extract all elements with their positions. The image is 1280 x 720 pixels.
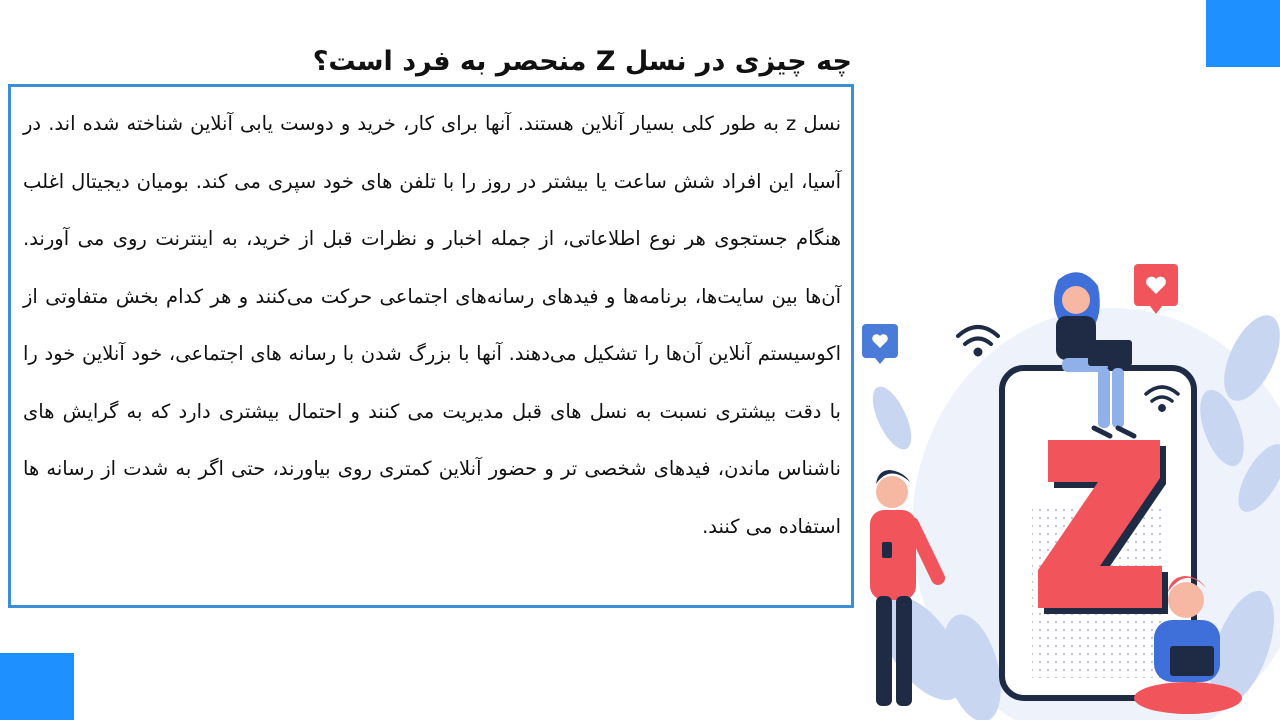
gen-z-illustration <box>862 228 1280 720</box>
heart-bubble-icon <box>862 324 898 364</box>
slide-title: چه چیزی در نسل Z منحصر به فرد است؟ <box>312 46 852 77</box>
body-paragraph: نسل z به طور کلی بسیار آنلاین هستند. آنها برای کار، خرید و دوست یابی آنلاین شناخته شده اند. در آسیا، این افراد شش ساعت یا بیشتر در روز را با تلفن های خود سپری می کند. بومیان دیجیتال اغلب هنگام جستجوی هر نوع اطلاعاتی، از جمله اخبار و نظرات قبل از خرید، به اینترنت روی می آورند. آن‌ها بین سایت‌ها، برنامه‌ها و فیدهای رسانه‌های اجتماعی حرکت می‌کنند و هر کدام بخش متفاوتی از اکوسیستم آنلاین آن‌ها را تشکیل می‌دهند. آنها با بزرگ شدن با رسانه های اجتماعی، خود آنلاین خود را با دقت بیشتری نسبت به نسل های قبل مدیریت می کنند و احتمال بیشتری دارد که به گرایش های ناشناس ماندن، فیدهای شخصی تر و حضور آنلاین کمتری روی بیاورند، حتی اگر به شدت از رسانه ها استفاده می کنند. <box>23 112 841 538</box>
corner-accent-bottom-left <box>0 653 74 720</box>
body-text-box <box>8 84 854 608</box>
corner-accent-top-right <box>1206 0 1280 67</box>
